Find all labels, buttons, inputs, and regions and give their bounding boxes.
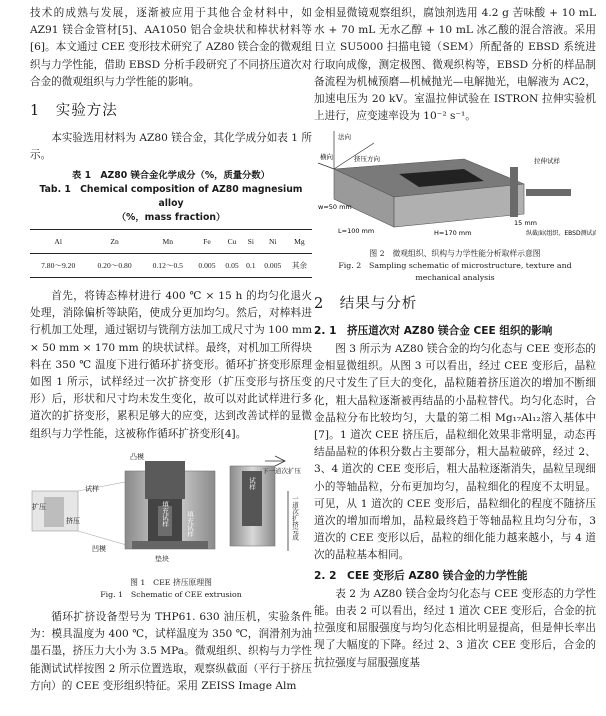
label-extrusion-direction: 挤压方向 — [354, 155, 380, 164]
table-cell: 7.80～9.20 — [30, 253, 86, 277]
label-width: w=50 mm — [318, 203, 352, 212]
table-cell: 0.005 — [259, 253, 287, 277]
table-1 — [30, 229, 312, 278]
section-1-paragraph-1: 本实验选用材料为 AZ80 镁合金，其化学成分如表 1 所示。 — [30, 132, 312, 162]
label-punch: 凸模 — [130, 452, 144, 461]
label-fill: 填充试样 — [161, 500, 169, 527]
label-tensile: 拉伸试样 — [534, 157, 560, 166]
label-sample-2: 试样 — [248, 476, 256, 490]
figure-2-diagram — [314, 129, 596, 241]
table-header: Zn — [86, 229, 142, 253]
intro-paragraph: 技术的成熟与发展，逐渐被应用于其他合金材料中，如 AZ91 镁合金管材[5]、AA1050 铝合金块状和棒状材料等[6]。本文通过 CEE 变形技术研究了 AZ80 镁合金的微观组织与力学性能，借助 EBSD 分析手段研究了不同挤压道次对合金的微观组织与力学性能的影响。 — [30, 7, 312, 88]
label-15mm: 15 mm — [514, 219, 538, 228]
figure-2-caption-en-2: mechanical analysis — [415, 272, 495, 282]
subsection-2-1-title: 2. 1 挤压道次对 AZ80 镁合金 CEE 组织的影响 — [314, 324, 553, 337]
table-header: Si — [243, 229, 259, 253]
figure-1-caption-en: Fig. 1 Schematic of CEE extrusion — [100, 590, 242, 600]
table-cell: 0.005 — [193, 253, 221, 277]
table-header: Mg — [287, 229, 312, 253]
label-height: H=170 mm — [434, 229, 472, 238]
right-column — [314, 5, 596, 672]
label-next-pass: 下一道次扩压 — [262, 466, 301, 475]
table-header: Al — [30, 229, 86, 253]
label-sample: 试样 — [85, 484, 99, 493]
table-1-caption-en: Tab. 1 Chemical composition of AZ80 magnesium alloy — [39, 183, 303, 209]
subsection-2-2-paragraph: 表 2 为 AZ80 镁合金均匀化态与 CEE 变形态的力学性能。由表 2 可以看出，经过 1 道次 CEE 变形后，合金的抗拉强度和屈服强度与均匀化态相比明显提高，但是伸长率出现了大幅度的下降。经过 2、3 道次 CEE 变形后，合金的抗拉强度与屈服强度基 — [314, 587, 596, 669]
table-cell: 0.12～0.5 — [143, 253, 193, 277]
label-fill-2: 填充试样 — [186, 510, 194, 537]
section-1-paragraph-2: 首先，将铸态棒材进行 400 ℃ × 15 h 的均匀化退火处理，消除偏析等缺陷，使成分更加均匀。然后，对棒料进行机加工处理，通过锯切与铣削方法加工成尺寸为 100 mm × 50 mm × 170 mm 的块状试样。最终，对机加工所得块料在 350 ℃ 温度下进行循环扩挤变形。循环扩挤变形原理如图 1 所示，试样经过一次扩挤变形（扩压变形与挤压变形）后，形状和尺寸均未发生变化，故可以对此试样进行多道次的扩挤变形，累积足够大的应变，达到改善试样的显微组织与力学性能，这被称作循环扩挤变形[4]。 — [30, 290, 312, 440]
table-1-row — [30, 253, 312, 277]
figure-1 — [30, 451, 312, 601]
left-column — [30, 5, 312, 695]
label-transverse: 横向 — [320, 153, 333, 162]
subsection-2-1-paragraph: 图 3 所示为 AZ80 镁合金的均匀化态与 CEE 变形态的金相显微组织。从图 3 可以看出，经过 CEE 变形后，晶粒的尺寸发生了巨大的变化，晶粒随着挤压道次的增加不断细化，粗大晶粒逐渐被再结晶的小晶粒替代。均匀化态时，合金晶粒分布比较均匀，大量的第二相 Mg₁₇Al₁₂溶入基体中[7]。1 道次 CEE 挤压后，晶粒细化效果非常明显，动态再结晶晶粒的体积分数占主要部分，粗大晶粒破碎，经过 2、3、4 道次的 CEE 变形后，粗大晶粒逐渐消失，晶粒呈现细小的等轴晶粒，分布更加均匀，晶粒细化的程度不太明显。可见，从 1 道次的 CEE 变形后，晶粒细化的程度不随挤压道次的增加而增加，晶粒最终趋于等轴晶粒且均匀分布，3 道次的 CEE 变形以后，晶粒的细化能力越来越小，与 4 道次的晶粒基本相同。 — [314, 343, 596, 562]
table-header: Ni — [259, 229, 287, 253]
table-1-caption — [30, 169, 312, 225]
section-2-title: 2 结果与分析 — [314, 295, 418, 312]
section-1-paragraph-3: 循环扩挤设备型号为 THP61. 630 油压机，实验条件为：模具温度为 400 ℃，试样温度为 350 ℃，润滑剂为油墨石墨，挤压力大小为 3.5 MPa。微观组织、织构与力学性能测试试样按图 2 所示位置选取，观察纵截面（平行于挤压方向）的 CEE 变形组织特征。采用 ZEISS Image Alm — [30, 611, 312, 692]
label-expand: 扩压 — [32, 502, 46, 511]
zoom-channel — [44, 497, 64, 527]
figure-1-caption-cn: 图 1 CEE 挤压原理图 — [130, 578, 212, 588]
punch — [145, 461, 185, 499]
tensile-sample — [510, 167, 518, 217]
figure-2 — [314, 129, 596, 283]
label-length: L=100 mm — [338, 227, 375, 236]
table-1-caption-cn: 表 1 AZ80 镁合金化学成分（%，质量分数） — [72, 169, 270, 181]
section-1-title: 1 实验方法 — [30, 103, 118, 120]
table-cell: 0.20～0.80 — [86, 253, 142, 277]
table-1-caption-en-2: （%，mass fraction） — [116, 211, 226, 223]
label-normal: 法向 — [338, 133, 351, 142]
tensile-sample-2 — [526, 189, 571, 196]
table-cell: 其余 — [287, 253, 312, 277]
block — [132, 541, 208, 549]
label-extrude: 挤压 — [66, 516, 80, 525]
table-header: Mn — [143, 229, 193, 253]
figure-1-diagram — [30, 451, 312, 571]
arrow-icon — [265, 456, 285, 466]
label-section: 纵截面(组织、EBSD测试面) — [526, 230, 596, 238]
label-one-pass-done: 一道次扩挤完成 — [291, 494, 299, 541]
methods-continuation: 金相显微镜观察组织，腐蚀剂选用 4.2 g 苦味酸 + 10 mL 水 + 70 mL 无水乙醇 + 10 mL 冰乙酸的混合溶液。采用日立 SU5000 扫描电镜（SEM）所配备的 EBSD 系统进行取向成像，测定极图、微观织构等，EBSD 分析的样品制备流程为机械预磨—机械抛光—电解抛光，电解液为 AC2，加速电压为 20 kV。室温拉伸试验在 ISTRON 拉伸实验机上进行，应变速率设为 10⁻² s⁻¹。 — [314, 7, 596, 123]
table-header: Cu — [221, 229, 243, 253]
table-header: Fe — [193, 229, 221, 253]
table-cell: 0.05 — [221, 253, 243, 277]
label-block: 垫块 — [155, 554, 169, 563]
subsection-2-2-title: 2. 2 CEE 变形后 AZ80 镁合金的力学性能 — [314, 569, 528, 582]
figure-2-caption-en: Fig. 2 Sampling schematic of microstructure, texture and — [338, 260, 572, 270]
figure-2-caption-cn: 图 2 微观组织、织构与力学性能分析取样示意图 — [369, 248, 541, 258]
label-die: 凹模 — [92, 544, 106, 553]
table-1-header-row — [30, 229, 312, 253]
table-cell: 0.1 — [243, 253, 259, 277]
